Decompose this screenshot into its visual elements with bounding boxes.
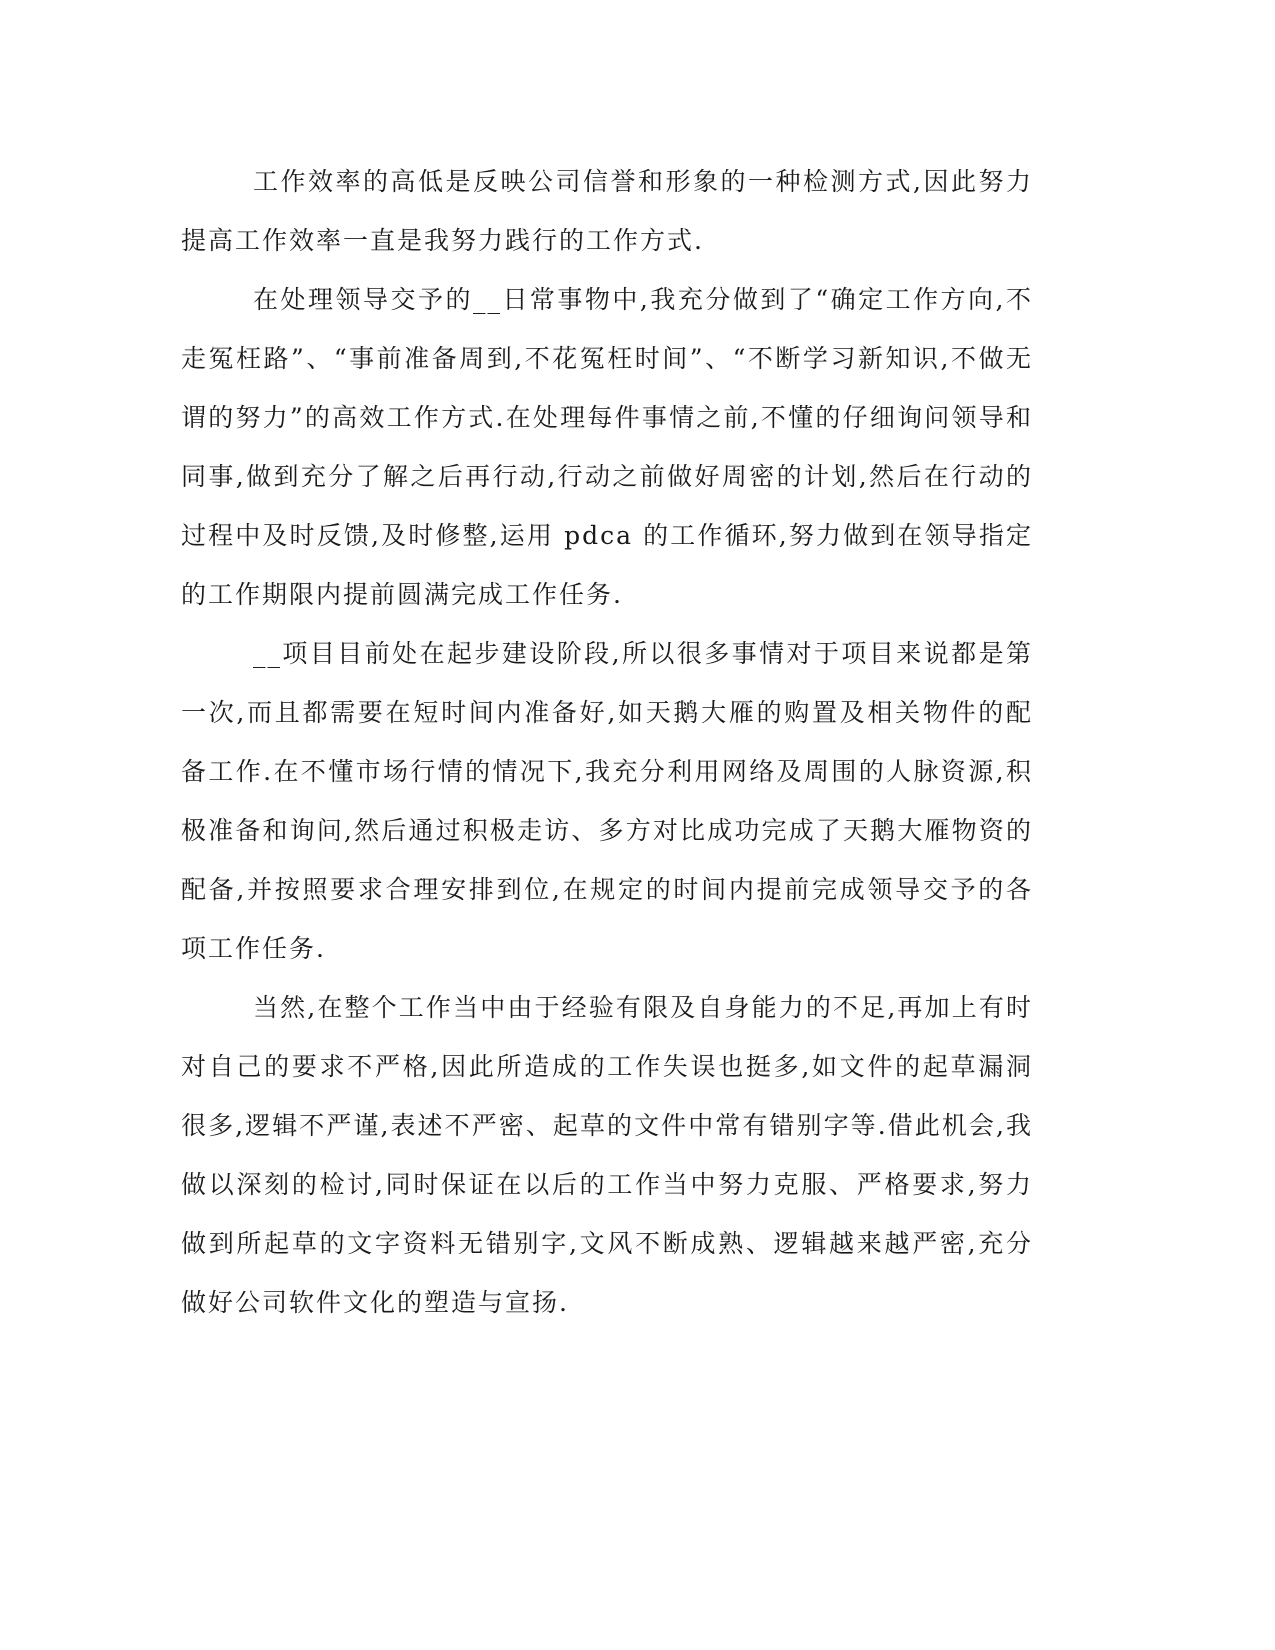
paragraph-daily-work: 在处理领导交予的__日常事物中,我充分做到了“确定工作方向,不走冤枉路”、“事前准备周到,不花冤枉时间”、“不断学习新知识,不做无谓的努力”的高效工作方式.在处理每件事情之前,不懂的仔细询问领导和同事,做到充分了解之后再行动,行动之前做好周密的计划,然后在行动的过程中及时反馈,及时修整,运用 pdca 的工作循环,努力做到在领导指定的工作期限内提前圆满完成工作任务. [181, 285, 1033, 609]
paragraph-efficiency: 工作效率的高低是反映公司信誉和形象的一种检测方式,因此努力提高工作效率一直是我努力践行的工作方式. [181, 167, 1033, 255]
document-body [181, 152, 1033, 1332]
paragraph-self-review: 当然,在整个工作当中由于经验有限及自身能力的不足,再加上有时对自己的要求不严格,因此所造成的工作失误也挺多,如文件的起草漏洞很多,逻辑不严谨,表述不严密、起草的文件中常有错别字等.借此机会,我做以深刻的检讨,同时保证在以后的工作当中努力克服、严格要求,努力做到所起草的文字资料无错别字,文风不断成熟、逻辑越来越严密,充分做好公司软件文化的塑造与宣扬. [181, 993, 1033, 1317]
paragraph-project: __项目目前处在起步建设阶段,所以很多事情对于项目来说都是第一次,而且都需要在短时间内准备好,如天鹅大雁的购置及相关物件的配备工作.在不懂市场行情的情况下,我充分利用网络及周围的人脉资源,积极准备和询问,然后通过积极走访、多方对比成功完成了天鹅大雁物资的配备,并按照要求合理安排到位,在规定的时间内提前完成领导交予的各项工作任务. [181, 639, 1033, 963]
